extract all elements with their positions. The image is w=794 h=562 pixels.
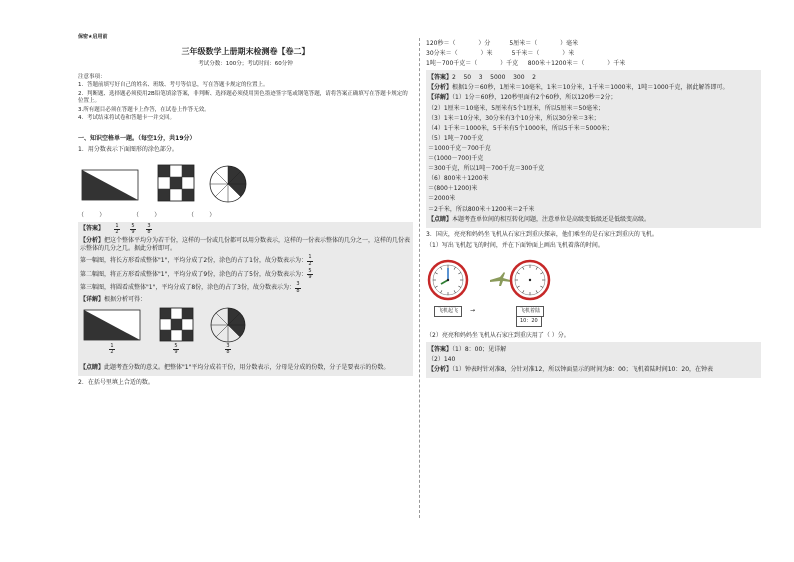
detail-line: ＝300千克，所以1吨－700千克＝300千克 [428,165,545,173]
detail-line: （6）800米＋1200米 [428,175,489,183]
q1-analysis: 【分析】把这个整体平均分为若干份，这样的一份或几份都可以用分数表示，这样的一份表示整体的几分之一，这样的几份表示整体的几分之几。据此分析即可。 [80,237,411,253]
clocks-svg [426,254,626,306]
q1-tips: 【点睛】此题考查分数的意义。把整体"1"平均分成若干份，用分数表示，分母是分成的份数，分子是要表示的份数。 [80,364,390,372]
q1-figures-svg [78,160,413,210]
q2-tips: 【点睛】本题考查单位间的相互转化问题，注意单位是高级变低级还是低级变高级。 [428,215,651,223]
q3-sub2: （2）亮亮和妈妈坐飞机从石家庄到重庆用了（ ）分。 [426,331,570,339]
detail-line: ＝(1000－700)千克 [428,155,484,163]
q1-answer-box [78,222,413,376]
q3-analysis: 【分析】（1）钟表时针对准8，分针对准12，所以钟面显示的时间为8：00；飞机着陆时间10：20，在钟表 [428,366,714,374]
detail-line: （5）1吨－700千克 [428,134,484,142]
blank-3[interactable]: （ ） [188,211,216,219]
q2-line-2: 30分米＝（ ）米 5千米＝（ ）米 [426,50,575,58]
q3-stem: 3．国庆，亮亮和妈妈坐飞机从石家庄到重庆探亲，他们乘坐的是石家庄到重庆的飞机。 [426,230,658,238]
note-item: 2．判断题、选择题必须使用2B铅笔填涂答案，非判断、选择题必须使用黑色墨迹签字笔或钢笔答题，请将答案正确填写在答题卡规定的位置上。 [78,90,408,105]
detail-line: ＝2000米 [428,195,456,203]
answer-label: 【答案】 [80,225,105,233]
rect-figure [82,170,138,200]
clock-figure [426,254,761,322]
fig-line-3: 第三幅图，将圆看成整体"1"，平均分成了8份，涂色的占了3份，故分数表示为： $\frac{3}{8}$ [80,281,300,294]
detail-figures [80,306,411,362]
right-page [426,30,761,530]
answer-fraction-2: $\frac{5}{9}$ [131,222,135,236]
answer-fraction-1: $\frac{1}{2}$ [115,222,119,236]
detail-line: ＝1000千克－700千克 [428,144,491,152]
detail-line: ＝2千米，所以800米＋1200米＝2千米 [428,205,535,213]
q3-answer-box [426,342,761,378]
column-divider [419,38,420,518]
q2-answer: 【答案】2 50 3 5000 300 2 [428,74,536,82]
circle-figure [210,166,246,202]
landing-time: 10：20 [516,316,542,327]
blank-1[interactable]: （ ） [78,211,106,219]
detail-line: （2）1厘米＝10毫米，5厘米有5个1厘米，所以5厘米＝50毫米； [428,104,605,112]
detail-line: ＝(800＋1200)米 [428,185,478,193]
takeoff-clock [429,261,467,299]
detail-frac-2: $\frac{5}{9}$ [174,343,178,356]
answer-fraction-3: $\frac{3}{8}$ [147,222,151,236]
notes [78,74,413,123]
q1-stem: 1．用分数表示下面图形的涂色部分。 [78,145,178,153]
detail-line: （3）1米＝10分米，30分米有3个10分米，所以30分米＝3米； [428,114,600,122]
detail-figures-svg [80,306,413,350]
exam-title: 三年级数学上册期末检测卷【卷二】 [181,46,310,56]
blank-2[interactable]: （ ） [133,211,161,219]
notes-title: 注意事项： [78,73,106,80]
q3-answer-2: （2）140 [428,356,456,364]
secret-label: 保密★启用前 [78,34,108,40]
q1-figures [78,160,413,210]
grid-figure [158,165,194,201]
q2-stem: 2．在括号里填上合适的数。 [78,379,154,387]
q2-answer-box [426,70,761,227]
q1-detail: 【详解】根据分析可得： [80,295,147,303]
q1-blanks [78,212,413,220]
detail-frac-3: $\frac{3}{8}$ [226,343,230,356]
note-item: 4．考试结束将试卷和答题卡一并交回。 [78,115,176,122]
q3-answer-1: 【答案】（1）8：00；见详解 [428,345,507,353]
note-item: 3.所有题目必须在答题卡上作答，在试卷上作答无效。 [78,106,210,113]
arrow-icon: → [470,306,476,314]
section-title: 一、知识空格单一题。（每空1分，共19分） [78,134,196,142]
q2-detail-head: 【详解】（1）1分＝60秒，120秒里面有2个60秒，所以120秒＝2分； [428,94,617,102]
q2-line-1: 120秒＝（ ）分 5厘米＝（ ）毫米 [426,40,579,47]
q2-line-3: 1吨－700千克＝（ ）千克 800米＋1200米＝（ ）千米 [426,60,626,68]
landing-clock[interactable] [511,261,549,299]
detail-line: （4）1千米＝1000米，5千米有5个1000米，所以5千米＝5000米； [428,124,613,132]
exam-meta: 考试分数：100分；考试时间：60分钟 [198,60,293,67]
fig-line-1: 第一幅图，将长方形看成整体"1"，平均分成了2份，涂色的占了1份，故分数表示为： $\frac{1}{2}$ [80,254,312,267]
q2-analysis: 【分析】根据1分＝60秒，1厘米＝10毫米，1米＝10分米，1千米＝1000米，1吨＝1000千克，据此解答即可。 [428,84,729,92]
detail-frac-1: $\frac{1}{2}$ [110,343,114,356]
left-page [78,30,413,530]
landing-label: 飞机着陆 [516,306,544,317]
note-item: 1．答题前填写好自己的姓名、班级、考号等信息，写在答题卡规定的位置上。 [78,82,269,89]
airplane-icon [490,272,511,286]
fig-line-2: 第二幅图，将正方形看成整体"1"，平均分成了9份，涂色的占了5份，故分数表示为： $\frac{5}{9}$ [80,267,312,281]
q1-answer [80,224,411,236]
q3-sub1: （1）写出飞机起飞的时间，并在下面钟面上画出飞机着落的时间。 [426,241,604,249]
takeoff-label: 飞机起飞 [434,306,462,317]
